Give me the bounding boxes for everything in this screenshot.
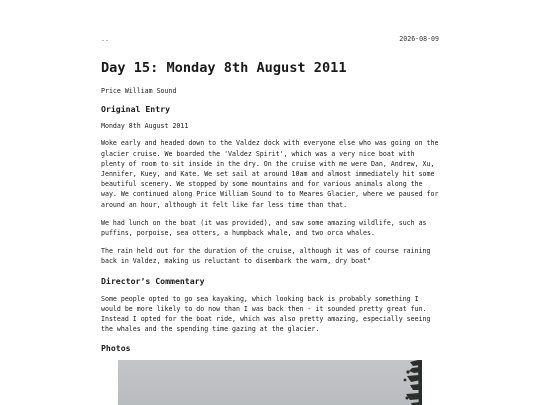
entry-paragraph: We had lunch on the boat (it was provided), and saw some amazing wildlife, such as puffins, porpoise, sea otters, a humpback whale, and two orca whales. — [101, 218, 427, 237]
entry-paragraph: The rain held out for the duration of the cruise, although it was of course raining back in Valdez, making us reluctant to disembark the warm, dry boat" — [101, 247, 431, 266]
entry-date: Monday 8th August 2011 — [101, 122, 189, 131]
photos-heading: Photos — [101, 343, 131, 354]
original-entry-heading: Original Entry — [101, 104, 171, 115]
commentary-heading: Director’s Commentary — [101, 275, 205, 286]
photo-glacier[interactable] — [118, 360, 422, 405]
location-subtitle: Price William Sound — [101, 87, 177, 96]
commentary-paragraph: Some people opted to go sea kayaking, which looking back is probably something I would be more likely to do now than I was back then - it sounded pretty great fun. Instead I opted for the boat ride, which was also pretty amazing, especially seeing the whales and the spending time gazing at the glacier. — [101, 294, 431, 334]
journal-page — [101, 0, 439, 405]
top-bar — [101, 34, 439, 44]
back-link[interactable]: .. — [101, 35, 109, 43]
entry-paragraph: Woke early and headed down to the Valdez dock with everyone else who was going on the glacier cruise. We boarded the 'Valdez Spirit', which was a very nice boat with plenty of room to sit inside in the dry. On the cruise with me were Dan, Andrew, Xu, Jennifer, Kuey, and Kate. We set sail at around 10am and almost immediately hit some beautiful scenery. We stopped by some mountains and for various animals along the way. We continued along Price William Sound to to Meares Glacier, where we paused for around an hour, although it felt like far less time than that. — [101, 139, 439, 209]
page-title: Day 15: Monday 8th August 2011 — [101, 60, 347, 76]
photo-image — [118, 360, 422, 405]
published-date: 2026-08-09 — [399, 35, 439, 43]
